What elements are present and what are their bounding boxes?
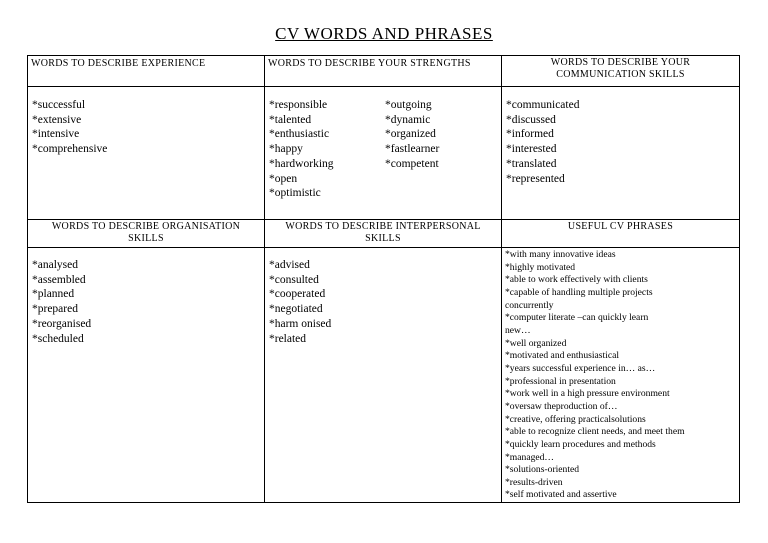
list-item: *dynamic: [385, 113, 431, 126]
list-item: *informed: [506, 128, 554, 141]
list-item: *highly motivated: [505, 261, 576, 273]
list-item: *discussed: [506, 113, 556, 126]
list-item: *consulted: [269, 273, 319, 286]
list-item: *computer literate –can quickly learn: [505, 312, 649, 324]
communication-heading-line1: WORDS TO DESCRIBE YOUR: [550, 57, 691, 68]
list-item: new…: [505, 324, 531, 336]
list-item: *scheduled: [32, 332, 84, 345]
phrases-list: [502, 248, 740, 503]
phrases-heading: USEFUL CV PHRASES: [502, 220, 740, 248]
list-item: *competent: [385, 157, 439, 170]
organisation-heading-line1: WORDS TO DESCRIBE ORGANISATION: [51, 221, 241, 232]
list-item: *well organized: [505, 337, 567, 349]
list-item: *advised: [269, 259, 310, 271]
list-item: *planned: [32, 288, 75, 301]
list-item: *successful: [32, 99, 86, 111]
interpersonal-heading: [265, 220, 502, 248]
list-item: *organized: [385, 128, 436, 141]
list-item: *cooperated: [269, 288, 326, 301]
organisation-heading-line2: SKILLS: [128, 233, 164, 244]
list-item: *results-driven: [505, 476, 563, 488]
list-item: *with many innovative ideas: [505, 249, 616, 260]
list-item: concurrently: [505, 299, 554, 311]
cv-words-table: [27, 55, 740, 503]
list-item: *happy: [269, 143, 303, 156]
strengths-list: [265, 87, 502, 220]
strengths-heading: WORDS TO DESCRIBE YOUR STRENGTHS: [265, 56, 502, 87]
communication-heading: [502, 56, 740, 87]
list-item: *creative, offering practicalsolutions: [505, 413, 646, 425]
list-item: *hardworking: [269, 157, 334, 170]
list-item: *negotiated: [269, 303, 323, 316]
list-item: *outgoing: [385, 99, 432, 111]
list-item: *comprehensive: [32, 143, 108, 156]
interpersonal-list: [265, 248, 502, 503]
page-title: CV WORDS AND PHRASES: [275, 24, 493, 43]
list-item: *able to work effectively with clients: [505, 274, 648, 286]
list-item: *enthusiastic: [269, 128, 330, 141]
list-item: *related: [269, 332, 307, 345]
list-item: *harm onised: [269, 317, 332, 330]
list-item: *prepared: [32, 303, 78, 316]
list-item: *years successful experience in… as…: [505, 362, 656, 374]
list-item: *motivated and enthusiastical: [505, 350, 620, 362]
experience-list: [28, 87, 265, 220]
list-item: *capable of handling multiple projects: [505, 286, 653, 298]
list-item: *intensive: [32, 128, 80, 141]
list-item: *assembled: [32, 273, 86, 286]
list-item: *responsible: [269, 99, 328, 111]
list-item: *fastlearner: [385, 143, 440, 156]
list-item: *represented: [506, 172, 565, 185]
list-item: *translated: [506, 157, 557, 170]
list-item: *communicated: [506, 99, 580, 111]
interpersonal-heading-line1: WORDS TO DESCRIBE INTERPERSONAL: [285, 221, 481, 232]
communication-list: [502, 87, 740, 220]
list-item: *reorganised: [32, 317, 92, 330]
list-item: *optimistic: [269, 187, 321, 200]
strengths-list-col2: [385, 98, 439, 201]
list-item: *interested: [506, 143, 557, 156]
list-item: *work well in a high pressure environment: [505, 388, 670, 400]
list-item: *quickly learn procedures and methods: [505, 438, 656, 450]
list-item: *professional in presentation: [505, 375, 616, 387]
strengths-list-col1: [269, 98, 385, 201]
list-item: *oversaw theproduction of…: [505, 400, 618, 412]
list-item: *able to recognize client needs, and meet them: [505, 426, 685, 438]
organisation-heading: [28, 220, 265, 248]
list-item: *solutions-oriented: [505, 464, 580, 476]
list-item: *open: [269, 172, 298, 185]
list-item: *extensive: [32, 113, 82, 126]
list-item: *talented: [269, 113, 312, 126]
list-item: *self motivated and assertive: [505, 489, 617, 501]
list-item: *analysed: [32, 259, 78, 271]
list-item: *managed…: [505, 451, 555, 463]
organisation-list: [28, 248, 265, 503]
interpersonal-heading-line2: SKILLS: [365, 233, 401, 244]
communication-heading-line2: COMMUNICATION SKILLS: [556, 69, 685, 80]
experience-heading: WORDS TO DESCRIBE EXPERIENCE: [28, 56, 265, 87]
